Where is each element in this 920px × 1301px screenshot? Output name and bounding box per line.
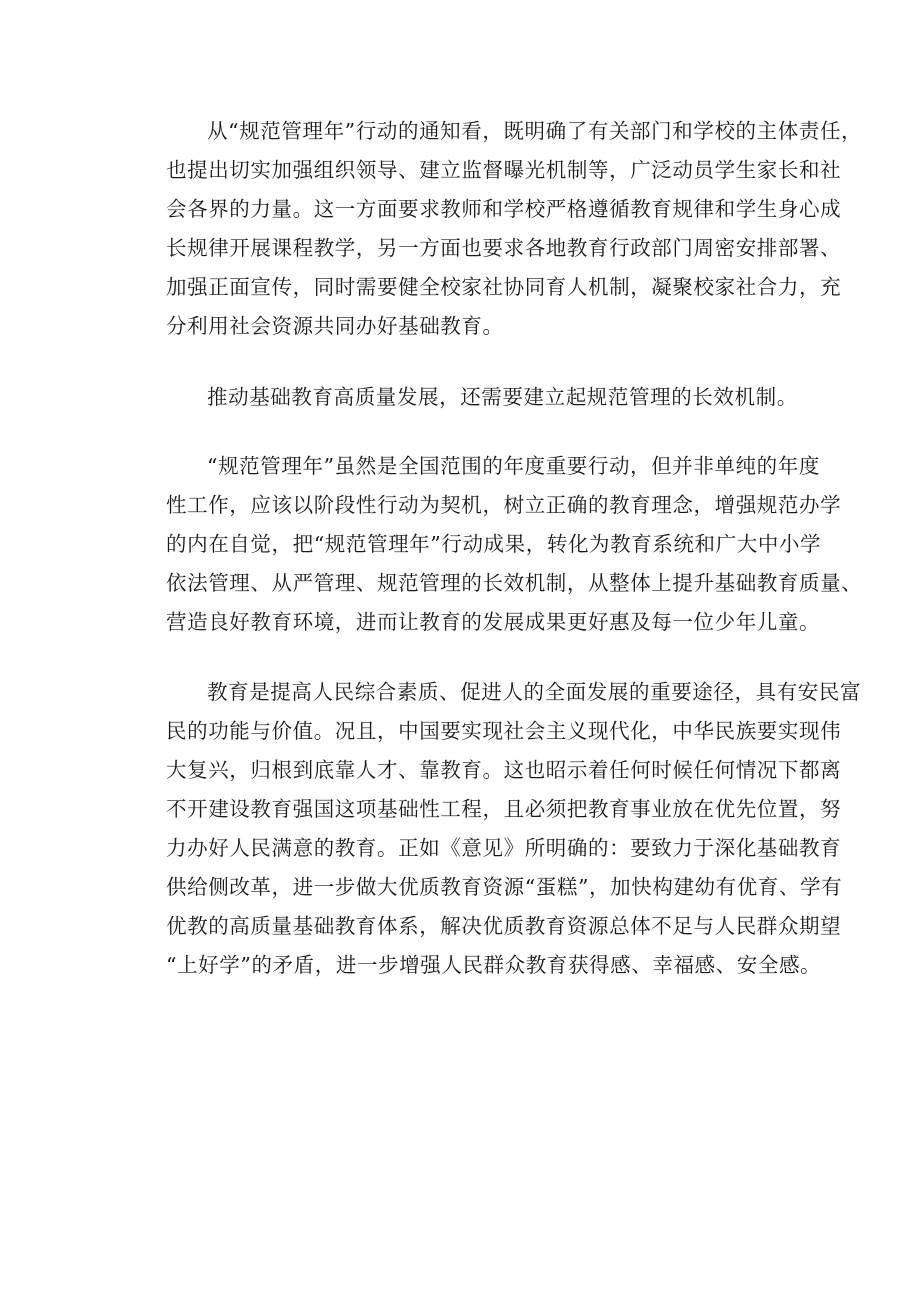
paragraph-4	[166, 673, 862, 985]
text-line: 长规律开展课程教学，另一方面也要求各地教育行政部门周密安排部署、	[166, 236, 842, 260]
text-line: “规范管理年”虽然是全国范围的年度重要行动，但并非单纯的年度	[207, 454, 820, 478]
text-line: 大复兴，归根到底靠人才、靠教育。这也昭示着任何时候任何情况下都离	[166, 758, 842, 782]
text-line: 从“规范管理年”行动的通知看，既明确了有关部门和学校的主体责任，	[207, 119, 863, 143]
text-line: 依法管理、从严管理、规范管理的长效机制，从整体上提升基础教育质量、	[166, 571, 863, 595]
text-line: 教育是提高人民综合素质、促进人的全面发展的重要途径，具有安民富	[207, 680, 862, 704]
paragraph-spacer	[166, 417, 786, 447]
text-line: 供给侧改革，进一步做大优质教育资源“蛋糕”，加快构建幼有优育、学有	[166, 875, 843, 899]
text-line: 力办好人民满意的教育。正如《意见》所明确的：要致力于深化基础教育	[166, 836, 842, 860]
paragraph-spacer	[166, 642, 786, 673]
text-line: 加强正面宣传，同时需要健全校家社协同育人机制，凝聚校家社合力，充	[166, 275, 842, 299]
text-line: 性工作，应该以阶段性行动为契机，树立正确的教育理念，增强规范办学	[166, 493, 842, 517]
paragraph-spacer	[166, 346, 786, 378]
text-line: 营造良好教育环境，进而让教育的发展成果更好惠及每一位少年儿童。	[166, 610, 821, 634]
text-line: 分利用社会资源共同办好基础教育。	[166, 314, 504, 338]
text-line: 也提出切实加强组织领导、建立监督曝光机制等，广泛动员学生家长和社	[166, 158, 842, 182]
paragraph-3	[166, 447, 863, 642]
text-line: “上好学”的矛盾，进一步增强人民群众教育获得感、幸福感、安全感。	[166, 953, 822, 977]
text-line: 会各界的力量。这一方面要求教师和学校严格遵循教育规律和学生身心成	[166, 197, 842, 221]
text-line: 的内在自觉，把“规范管理年”行动成果，转化为教育系统和广大中小学	[166, 532, 822, 556]
paragraph-1	[166, 112, 863, 346]
text-line: 推动基础教育高质量发展，还需要建立起规范管理的长效机制。	[207, 385, 798, 409]
text-line: 优教的高质量基础教育体系，解决优质教育资源总体不足与人民群众期望	[166, 914, 842, 938]
paragraph-2	[166, 378, 798, 417]
text-line: 民的功能与价值。况且，中国要实现社会主义现代化，中华民族要实现伟	[166, 719, 842, 743]
text-line: 不开建设教育强国这项基础性工程，且必须把教育事业放在优先位置，努	[166, 797, 842, 821]
